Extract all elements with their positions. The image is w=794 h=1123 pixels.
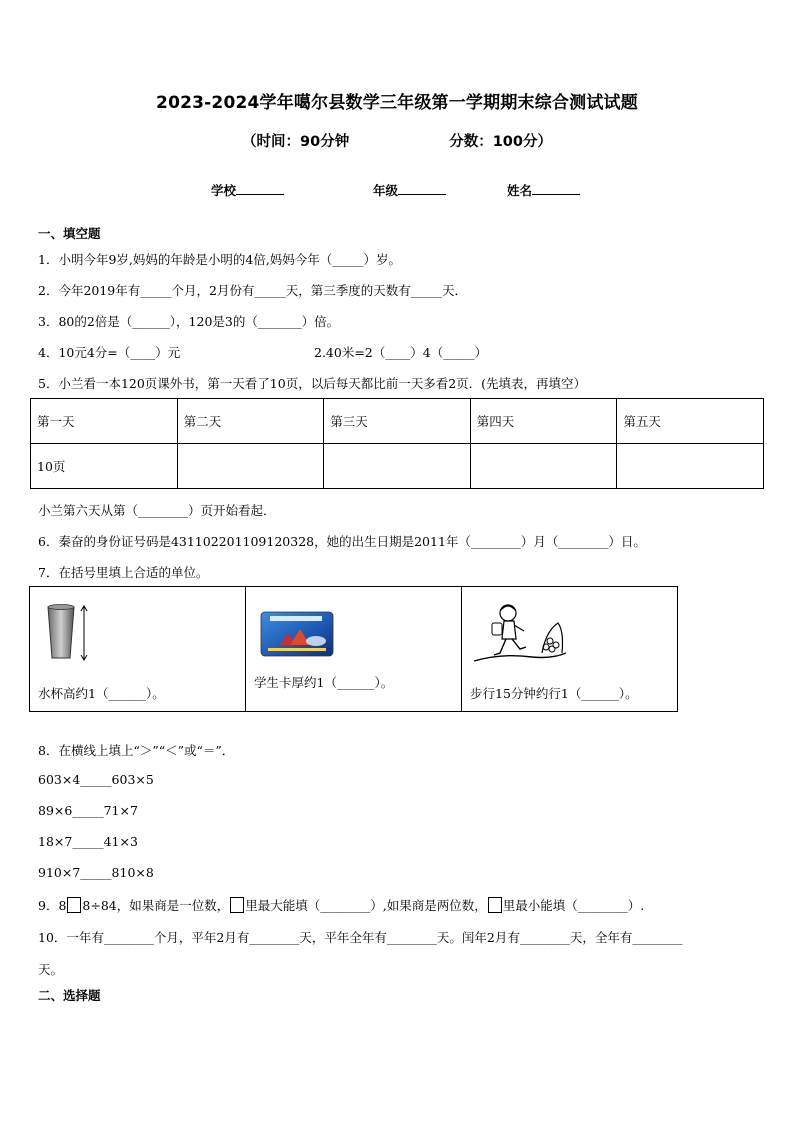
exam-subtitle [0, 130, 794, 151]
school-label: 学校 [211, 183, 237, 198]
question-1: 1．小明今年9岁,妈妈的年龄是小明的4倍,妈妈今年（_____）岁。 [38, 252, 402, 267]
exam-time: （时间：90分钟 [242, 134, 350, 150]
question-5-followup: 小兰第六天从第（________）页开始看起． [38, 503, 276, 518]
table-cell[interactable] [324, 444, 471, 489]
question-3: 3．80的2倍是（______），120是3的（_______）倍。 [38, 314, 340, 329]
table-cell[interactable] [177, 444, 324, 489]
digit-box[interactable] [230, 897, 244, 913]
compare-item: 603×4_____603×5 [38, 772, 154, 787]
student-card-icon [260, 611, 336, 659]
table-header-cell: 第一天 [31, 399, 178, 444]
question-8: 8．在横线上填上“＞”“＜”或“＝”． [38, 743, 235, 758]
compare-item: 18×7_____41×3 [38, 834, 138, 849]
name-label: 姓名 [507, 183, 533, 198]
school-field[interactable] [211, 181, 284, 199]
question-9 [38, 896, 644, 914]
question-4a: 4．10元4分=（____）元 [38, 345, 181, 360]
section-heading-fill: 一、填空题 [38, 226, 101, 241]
table-header-cell: 第四天 [470, 399, 617, 444]
card-caption: 学生卡厚约1（______）。 [254, 675, 394, 690]
question-9-part: 9．8 [38, 898, 67, 913]
grade-label: 年级 [373, 183, 399, 198]
question-9-part: 里最小能填（________）. [502, 898, 645, 913]
question-7: 7．在括号里填上合适的单位。 [38, 565, 209, 580]
grade-field[interactable] [373, 181, 446, 199]
question-9-part: 8÷84，如果商是一位数， [82, 898, 230, 913]
digit-box[interactable] [67, 897, 81, 913]
table-cell[interactable] [470, 444, 617, 489]
units-table [29, 586, 678, 712]
question-10-cont: 天。 [38, 962, 64, 977]
digit-box[interactable] [488, 897, 502, 913]
walk-caption: 步行15分钟约行1（______）。 [470, 686, 638, 701]
table-row [31, 444, 764, 489]
compare-item: 89×6_____71×7 [38, 803, 138, 818]
section-heading-choice: 二、选择题 [38, 988, 101, 1003]
table-header-cell: 第二天 [177, 399, 324, 444]
table-cell[interactable] [617, 444, 764, 489]
table-header-cell: 第五天 [617, 399, 764, 444]
reading-table [30, 398, 764, 489]
table-header-cell: 第三天 [324, 399, 471, 444]
units-cell-cup [30, 587, 246, 712]
table-header-row [31, 399, 764, 444]
question-5: 5．小兰看一本120页课外书，第一天看了10页，以后每天都比前一天多看2页．(先填表，再填空） [38, 376, 587, 391]
name-field[interactable] [507, 181, 580, 199]
cup-icon [44, 603, 104, 665]
walking-child-icon [472, 601, 568, 667]
units-cell-card [246, 587, 462, 712]
cup-caption: 水杯高约1（______）。 [38, 686, 165, 701]
question-2: 2．今年2019年有_____个月，2月份有_____天，第三季度的天数有_____天． [38, 283, 467, 298]
exam-score: 分数：100分） [449, 134, 552, 150]
question-6: 6．秦奋的身份证号码是431102201109120328，她的出生日期是2011年（________）月（________）日。 [38, 534, 646, 549]
table-cell: 10页 [31, 444, 178, 489]
units-cell-walk [462, 587, 678, 712]
question-10: 10．一年有________个月，平年2月有________天，平年全年有________天。闰年2月有________天，全年有________ [38, 930, 683, 945]
question-4b: 2.40米=2（____）4（_____） [314, 345, 487, 360]
page-title: 2023-2024学年噶尔县数学三年级第一学期期末综合测试试题 [156, 93, 638, 113]
question-9-part: 里最大能填（________）,如果商是两位数， [245, 898, 487, 913]
compare-item: 910×7_____810×8 [38, 865, 154, 880]
